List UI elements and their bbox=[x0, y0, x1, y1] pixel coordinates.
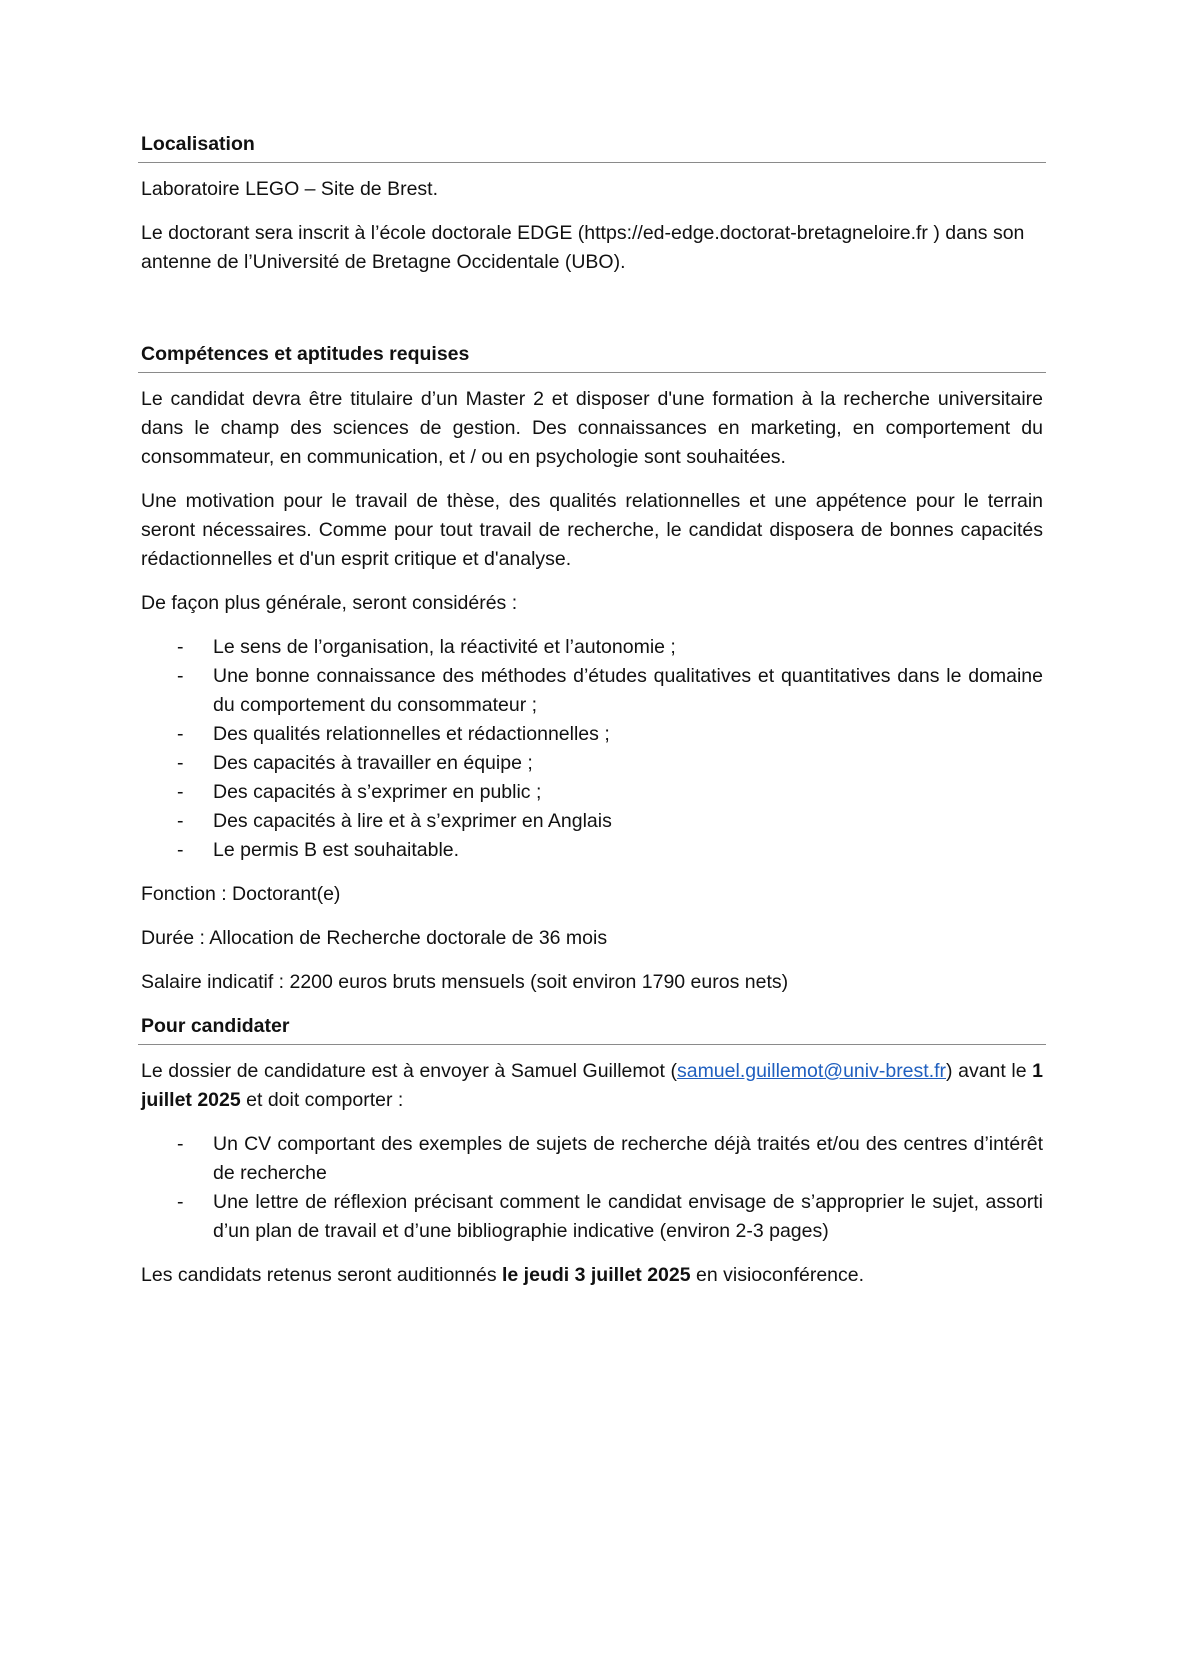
dash-bullet: - bbox=[177, 665, 184, 687]
list-item: - Des qualités relationnelles et rédactionnelles ; bbox=[141, 720, 1043, 749]
dash-bullet: - bbox=[177, 839, 184, 861]
list-item: - Des capacités à s’exprimer en public ; bbox=[141, 778, 1043, 807]
competences-paragraph-1: Le candidat devra être titulaire d’un Master 2 et disposer d'une formation à la recherche universitaire dans le champ des sciences de gestion. Des connaissances en marketing, en comportement du consommateur, en communication, et / ou en psychologie sont souhaitées. bbox=[141, 388, 1043, 468]
dash-bullet: - bbox=[177, 810, 184, 832]
list-item: - Des capacités à lire et à s’exprimer en Anglais bbox=[141, 807, 1043, 836]
audition-date: le jeudi 3 juillet 2025 bbox=[502, 1264, 691, 1286]
salaire-line: Salaire indicatif : 2200 euros bruts mensuels (soit environ 1790 euros nets) bbox=[141, 971, 789, 993]
localisation-lab: Laboratoire LEGO – Site de Brest. bbox=[141, 178, 438, 200]
dash-bullet: - bbox=[177, 781, 184, 803]
candidater-list bbox=[141, 1130, 1043, 1246]
section-heading-candidater: Pour candidater bbox=[138, 1012, 1046, 1045]
competences-paragraph-2: Une motivation pour le travail de thèse, des qualités relationnelles et une appétence pour le terrain seront nécessaires. Comme pour tout travail de recherche, le candidat disposera de bonnes capacités rédactionnelles et d'un esprit critique et d'analyse. bbox=[141, 490, 1043, 570]
list-item: - Un CV comportant des exemples de sujets de recherche déjà traités et/ou des centres d’intérêt de recherche bbox=[141, 1130, 1043, 1188]
section-heading-localisation: Localisation bbox=[138, 130, 1046, 163]
dash-bullet: - bbox=[177, 752, 184, 774]
dash-bullet: - bbox=[177, 1133, 184, 1155]
section-spacer bbox=[141, 292, 1043, 340]
localisation-doctoral-school: Le doctorant sera inscrit à l’école doctorale EDGE (https://ed-edge.doctorat-bretagneloire.fr ) dans son antenne de l’Université de Bretagne Occidentale (UBO). bbox=[141, 222, 1025, 273]
list-item: - Une lettre de réflexion précisant comment le candidat envisage de s’approprier le sujet, assorti d’un plan de travail et d’une bibliographie indicative (environ 2-3 pages) bbox=[141, 1188, 1043, 1246]
list-item: - Des capacités à travailler en équipe ; bbox=[141, 749, 1043, 778]
dash-bullet: - bbox=[177, 723, 184, 745]
duree-line: Durée : Allocation de Recherche doctorale de 36 mois bbox=[141, 927, 608, 949]
list-item: - Une bonne connaissance des méthodes d’études qualitatives et quantitatives dans le domaine du comportement du consommateur ; bbox=[141, 662, 1043, 720]
email-link[interactable]: samuel.guillemot@univ-brest.fr bbox=[676, 1060, 947, 1082]
list-item: - Le permis B est souhaitable. bbox=[141, 836, 1043, 865]
competences-list bbox=[141, 633, 1043, 865]
section-heading-competences: Compétences et aptitudes requises bbox=[138, 340, 1046, 373]
candidater-paragraph: Le dossier de candidature est à envoyer à Samuel Guillemot (samuel.guillemot@univ-brest.fr) avant le 1 juillet 2025 et doit comporter : bbox=[141, 1060, 1043, 1111]
dash-bullet: - bbox=[177, 636, 184, 658]
fonction-line: Fonction : Doctorant(e) bbox=[141, 883, 341, 905]
list-item: - Le sens de l’organisation, la réactivité et l’autonomie ; bbox=[141, 633, 1043, 662]
audition-line: Les candidats retenus seront auditionnés le jeudi 3 juillet 2025 en visioconférence. bbox=[141, 1264, 865, 1286]
deadline-date: 1 juillet 2025 bbox=[141, 1060, 1043, 1111]
document-page bbox=[141, 130, 1043, 1305]
competences-paragraph-3: De façon plus générale, seront considérés : bbox=[141, 592, 518, 614]
dash-bullet: - bbox=[177, 1191, 184, 1213]
